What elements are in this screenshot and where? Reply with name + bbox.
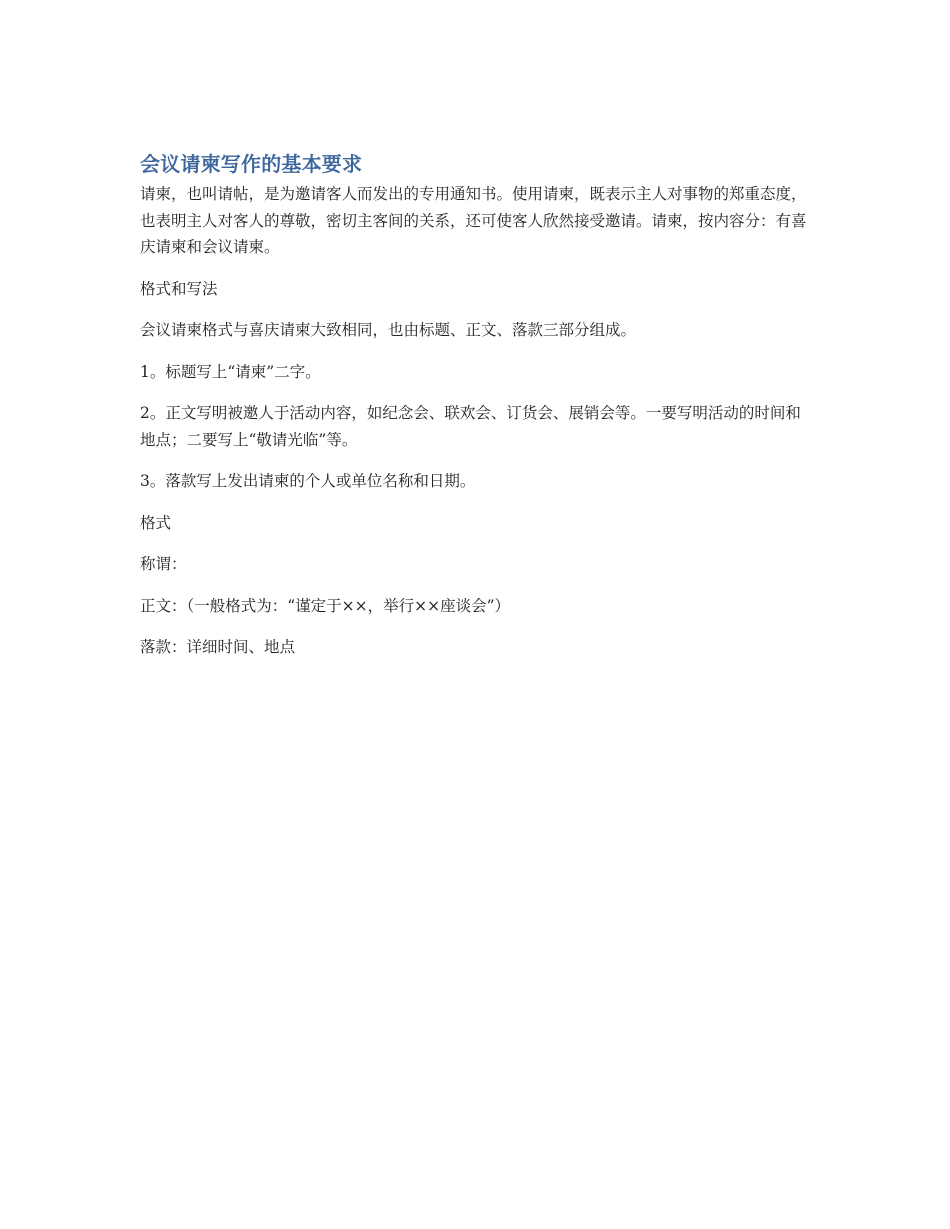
format-salutation: 称谓： <box>140 555 187 573</box>
document-body <box>140 150 812 676</box>
section-heading-format: 格式 <box>140 513 172 532</box>
section-heading-format-writing: 格式和写法 <box>140 279 218 298</box>
document-title: 会议请柬写作的基本要求 <box>140 152 363 176</box>
format-signature: 落款：详细时间、地点 <box>140 638 296 656</box>
format-overview-paragraph: 会议请柬格式与喜庆请柬大致相同，也由标题、正文、落款三部分组成。 <box>140 321 637 339</box>
format-body: 正文：（一般格式为：“谨定于××，举行××座谈会”） <box>140 596 511 615</box>
list-item-signature: 3。落款写上发出请柬的个人或单位名称和日期。 <box>140 472 476 490</box>
intro-paragraph: 请柬，也叫请帖，是为邀请客人而发出的专用通知书。使用请柬，既表示主人对事物的郑重态度，也表明主人对客人的尊敬，密切主客间的关系，还可使客人欣然接受邀请。请柬，按内容分：有喜庆请柬和会议请柬。 <box>140 185 807 256</box>
list-item-body: 2。正文写明被邀人于活动内容，如纪念会、联欢会、订货会、展销会等。一要写明活动的时间和地点；二要写上“敬请光临”等。 <box>140 404 801 449</box>
list-item-title: 1。标题写上“请柬”二字。 <box>140 362 321 381</box>
